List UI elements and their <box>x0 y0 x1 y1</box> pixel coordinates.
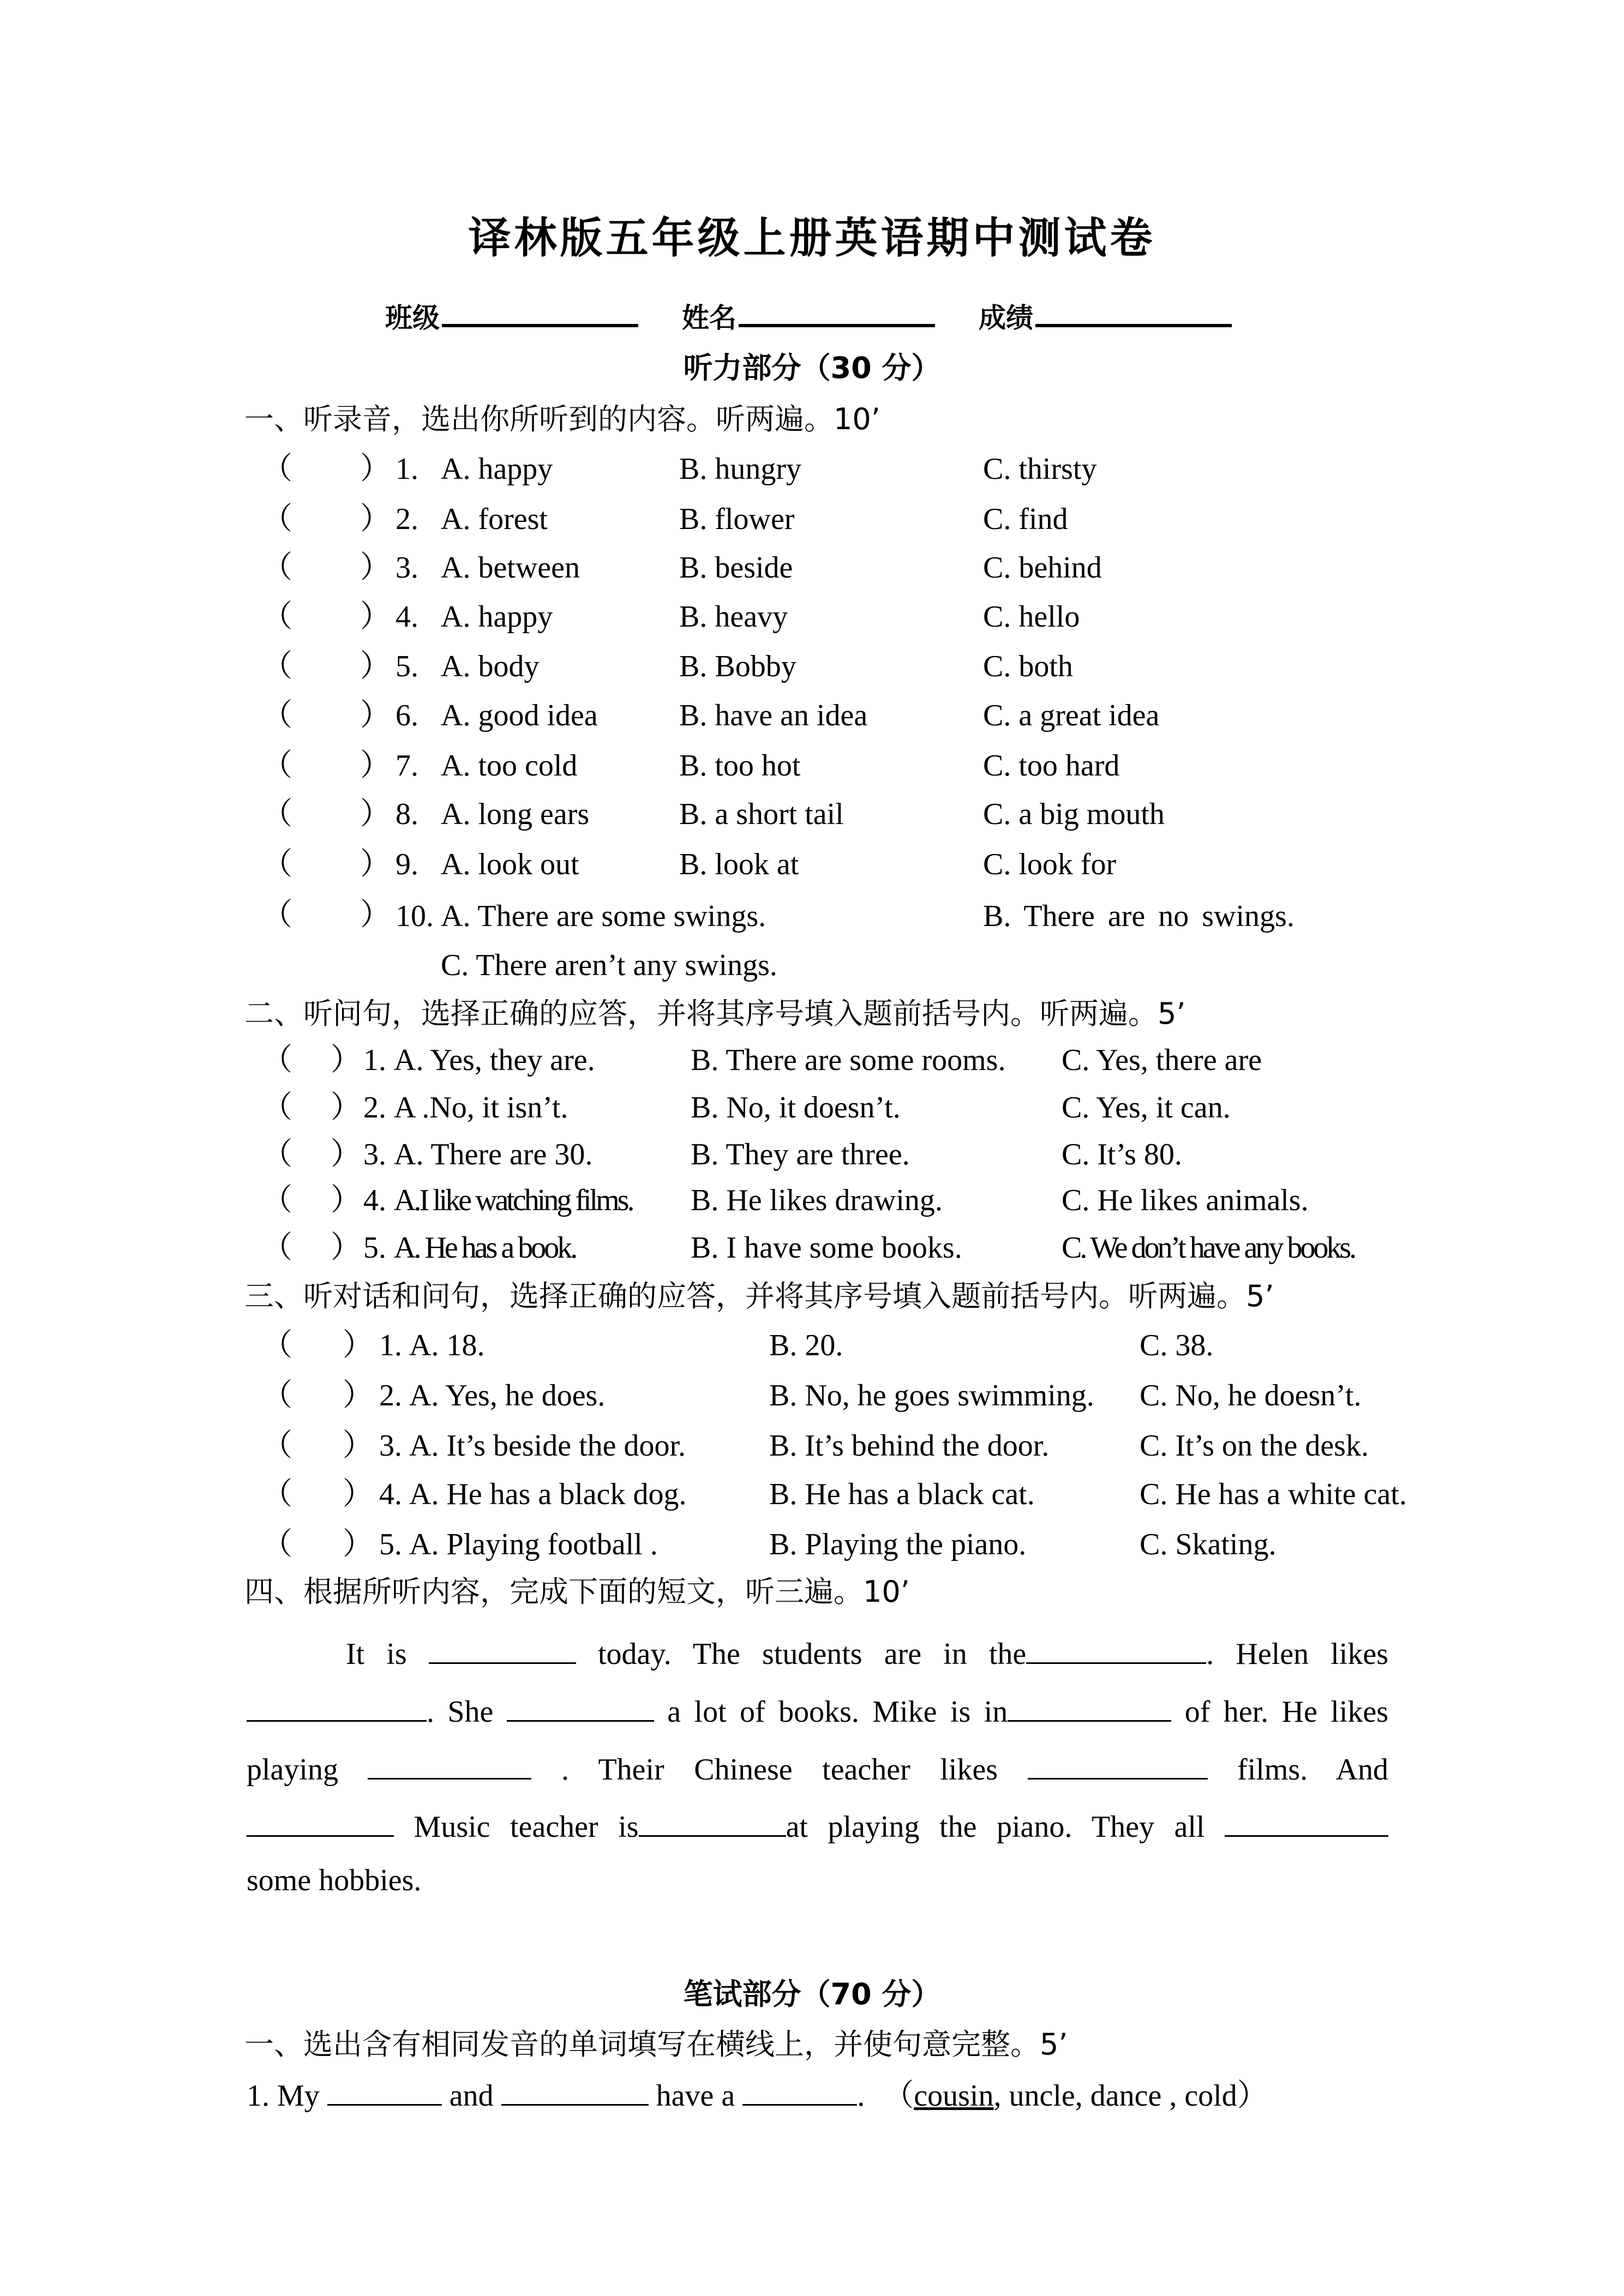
answer-paren-close: ） <box>360 797 391 831</box>
page-title: 译林版五年级上册英语期中测试卷 <box>468 214 1156 263</box>
option-c: C. behind <box>983 551 1102 585</box>
passage-line-1 <box>247 1635 1388 1669</box>
question-number: 4. <box>395 600 418 634</box>
fill-blank[interactable] <box>247 1808 394 1837</box>
option-c: C. too hard <box>983 749 1120 783</box>
option-a: A. He has a book. <box>394 1231 576 1265</box>
option-b: B. There are no swings. <box>983 899 1295 933</box>
answer-paren-open[interactable]: （ <box>262 650 292 683</box>
answer-paren-open[interactable]: （ <box>262 898 292 932</box>
name-blank[interactable] <box>739 300 935 327</box>
option-c: C. hello <box>983 600 1080 634</box>
question-number: 2. <box>379 1379 402 1413</box>
passage-line-3 <box>247 1751 1388 1785</box>
option-a: A. happy <box>441 600 553 634</box>
option-c: C. Yes, it can. <box>1062 1091 1231 1125</box>
answer-paren-close: ） <box>360 898 391 932</box>
question-text: and <box>449 2079 494 2113</box>
fill-blank[interactable] <box>639 1808 786 1837</box>
fill-blank[interactable] <box>1026 1635 1206 1664</box>
option-b: B. too hot <box>679 749 801 783</box>
word-option: uncle <box>1009 2079 1075 2113</box>
passage-line-4 <box>247 1808 1388 1842</box>
written-section1-header: 一、选出含有相同发音的单词填写在横线上，并使句意完整。5’ <box>244 2027 1068 2061</box>
option-b: B. He has a black cat. <box>769 1477 1035 1511</box>
word-option: cold <box>1184 2079 1237 2113</box>
answer-paren-open[interactable]: （ <box>262 600 292 634</box>
passage-text: . Helen likes <box>1206 1637 1389 1671</box>
answer-paren-open[interactable]: （ <box>262 1183 292 1217</box>
answer-paren-open[interactable]: （ <box>262 1043 292 1077</box>
answer-paren-open[interactable]: （ <box>262 551 292 585</box>
answer-paren-close: ） <box>360 502 391 536</box>
option-b: B. No, he goes swimming. <box>769 1379 1094 1413</box>
answer-paren-open[interactable]: （ <box>262 1329 292 1362</box>
passage-text: a lot of books. Mike is in <box>667 1695 1008 1729</box>
option-c: C. a big mouth <box>983 797 1165 831</box>
answer-paren-open[interactable]: （ <box>262 1528 292 1561</box>
passage-text: films. And <box>1237 1753 1389 1787</box>
option-b: B. I have some books. <box>691 1231 962 1265</box>
option-b: B. heavy <box>679 600 788 634</box>
option-a: A. Yes, they are. <box>394 1043 595 1077</box>
option-a: A. forest <box>441 502 548 536</box>
fill-blank[interactable] <box>368 1751 531 1780</box>
option-b: B. They are three. <box>691 1138 910 1171</box>
passage-text: It is <box>346 1637 407 1671</box>
answer-paren-close: ） <box>360 551 391 585</box>
option-c: C. We don’t have any books. <box>1062 1231 1355 1265</box>
option-a: A. 18. <box>409 1329 485 1362</box>
name-field[interactable] <box>682 300 935 332</box>
class-field[interactable] <box>385 300 638 332</box>
option-c: C. It’s 80. <box>1062 1138 1182 1171</box>
question-number: 9. <box>395 848 418 881</box>
question-text: have a <box>656 2079 735 2113</box>
question-number: 4. <box>363 1183 386 1217</box>
answer-paren-close: ） <box>343 1329 373 1362</box>
answer-paren-open[interactable]: （ <box>262 1429 292 1463</box>
question-text: . <box>857 2079 865 2113</box>
question-number: 4. <box>379 1477 402 1511</box>
answer-paren-close: ） <box>331 1183 361 1217</box>
answer-paren-close: ） <box>343 1429 373 1463</box>
question-number: 7. <box>395 749 418 783</box>
answer-paren-open[interactable]: （ <box>262 1138 292 1171</box>
word-option: dance <box>1090 2079 1162 2113</box>
question-number: 5. <box>395 650 418 683</box>
listening-section4-header: 四、根据所听内容，完成下面的短文，听三遍。10’ <box>244 1574 910 1609</box>
option-b: B. 20. <box>769 1329 843 1362</box>
question-number: 10. <box>395 899 434 933</box>
passage-line-5: some hobbies. <box>247 1864 422 1897</box>
listening-section3-header: 三、听对话和问句，选择正确的应答，并将其序号填入题前括号内。听两遍。5’ <box>244 1279 1274 1313</box>
option-b: B. There are some rooms. <box>691 1043 1006 1077</box>
option-b: B. beside <box>679 551 793 585</box>
option-a: A .No, it isn’t. <box>394 1091 568 1125</box>
answer-paren-close: ） <box>331 1231 361 1265</box>
option-a: A. long ears <box>441 797 590 831</box>
option-b: B. have an idea <box>679 699 868 732</box>
option-b: B. It’s behind the door. <box>769 1429 1050 1463</box>
answer-paren-open[interactable]: （ <box>262 797 292 831</box>
option-a: A. It’s beside the door. <box>409 1429 686 1463</box>
passage-line-2 <box>247 1693 1388 1727</box>
word-options-close: ） <box>1237 2079 1268 2113</box>
option-a: A. He has a black dog. <box>409 1477 687 1511</box>
option-b: B. flower <box>679 502 795 536</box>
option-c: C. thirsty <box>983 452 1097 486</box>
fill-blank[interactable] <box>501 2077 649 2106</box>
question-number: 3. <box>363 1138 386 1171</box>
answer-paren-close: ） <box>331 1091 361 1125</box>
passage-text: of her. He likes <box>1184 1695 1389 1729</box>
answer-paren-open[interactable]: （ <box>262 1231 292 1265</box>
option-a: A. Yes, he does. <box>409 1379 606 1413</box>
question-number: 2. <box>363 1091 386 1125</box>
written-question-1: 1. My and have a . （cousin, uncle, dance , cold） <box>247 2077 1268 2111</box>
option-c: C. He likes animals. <box>1062 1183 1309 1217</box>
fill-blank[interactable] <box>1008 1693 1171 1722</box>
answer-paren-close: ） <box>343 1477 373 1511</box>
passage-text: at playing the piano. They all <box>786 1810 1205 1844</box>
option-c: C. No, he doesn’t. <box>1140 1379 1362 1413</box>
option-a: A. look out <box>441 848 579 881</box>
answer-paren-close: ） <box>331 1138 361 1171</box>
question-number: 1. <box>363 1043 386 1077</box>
answer-paren-open[interactable]: （ <box>262 699 292 732</box>
question-number: 3. <box>395 551 418 585</box>
option-c: C. a great idea <box>983 699 1160 732</box>
option-a: A. too cold <box>441 749 578 783</box>
class-label: 班级 <box>385 302 440 334</box>
question-text: 1. My <box>247 2079 320 2113</box>
answer-paren-open[interactable]: （ <box>262 749 292 783</box>
passage-text: playing <box>247 1753 338 1787</box>
option-c: C. look for <box>983 848 1117 881</box>
fill-blank[interactable] <box>429 1635 576 1664</box>
passage-text: . Their Chinese teacher likes <box>561 1753 998 1787</box>
answer-paren-open[interactable]: （ <box>262 848 292 881</box>
option-a: A. happy <box>441 452 553 486</box>
passage-text: Music teacher is <box>414 1810 639 1844</box>
answer-paren-close: ） <box>360 650 391 683</box>
option-b: B. hungry <box>679 452 801 486</box>
answer-paren-close: ） <box>360 600 391 634</box>
option-c: C. It’s on the desk. <box>1140 1429 1369 1463</box>
listening-section1-header: 一、听录音，选出你所听到的内容。听两遍。10’ <box>244 402 880 436</box>
option-b: B. a short tail <box>679 797 844 831</box>
option-b: B. look at <box>679 848 799 881</box>
fill-blank[interactable] <box>507 1693 654 1722</box>
word-option: cousin <box>914 2079 994 2113</box>
answer-paren-close: ） <box>360 699 391 732</box>
option-b: B. He likes drawing. <box>691 1183 943 1217</box>
option-b: B. Playing the piano. <box>769 1528 1027 1561</box>
question-number: 8. <box>395 797 418 831</box>
option-c: C. There aren’t any swings. <box>441 948 777 982</box>
answer-paren-open[interactable]: （ <box>262 1477 292 1511</box>
option-c: C. 38. <box>1140 1329 1214 1362</box>
answer-paren-open[interactable]: （ <box>262 452 292 486</box>
fill-blank[interactable] <box>1225 1808 1388 1837</box>
question-number: 5. <box>363 1231 386 1265</box>
answer-paren-open[interactable]: （ <box>262 1379 292 1413</box>
answer-paren-close: ） <box>343 1379 373 1413</box>
answer-paren-close: ） <box>360 848 391 881</box>
word-options-open: （ <box>883 2079 914 2113</box>
option-c: C. Skating. <box>1140 1528 1277 1561</box>
class-blank[interactable] <box>442 300 638 327</box>
option-a: A. There are 30. <box>394 1138 593 1171</box>
name-label: 姓名 <box>682 302 736 334</box>
fill-blank[interactable] <box>1028 1751 1208 1780</box>
question-number: 3. <box>379 1429 402 1463</box>
option-b: B. No, it doesn’t. <box>691 1091 901 1125</box>
answer-paren-close: ） <box>343 1528 373 1561</box>
fill-blank[interactable] <box>327 2077 442 2106</box>
fill-blank[interactable] <box>247 1693 427 1722</box>
score-label: 成绩 <box>979 302 1033 334</box>
answer-paren-open[interactable]: （ <box>262 1091 292 1125</box>
question-number: 6. <box>395 699 418 732</box>
listening-part-title: 听力部分（30 分） <box>683 351 941 385</box>
question-number: 1. <box>379 1329 402 1362</box>
option-a: A. body <box>441 650 540 683</box>
score-blank[interactable] <box>1035 300 1232 327</box>
option-c: C. both <box>983 650 1073 683</box>
question-number: 5. <box>379 1528 402 1561</box>
fill-blank[interactable] <box>742 2077 857 2106</box>
option-b: B. Bobby <box>679 650 796 683</box>
option-a: A. between <box>441 551 580 585</box>
answer-paren-close: ） <box>360 452 391 486</box>
written-part-title: 笔试部分（70 分） <box>683 1977 941 2011</box>
option-c: C. He has a white cat. <box>1140 1477 1407 1511</box>
option-c: C. find <box>983 502 1068 536</box>
option-a: A.I like watching films. <box>394 1183 633 1217</box>
option-c: C. Yes, there are <box>1062 1043 1262 1077</box>
passage-text: today. The students are in the <box>597 1637 1027 1671</box>
option-a: A. There are some swings. <box>441 899 766 933</box>
question-number: 1. <box>395 452 418 486</box>
question-number: 2. <box>395 502 418 536</box>
listening-section2-header: 二、听问句，选择正确的应答，并将其序号填入题前括号内。听两遍。5’ <box>244 996 1186 1031</box>
answer-paren-open[interactable]: （ <box>262 502 292 536</box>
answer-paren-close: ） <box>360 749 391 783</box>
option-a: A. good idea <box>441 699 598 732</box>
passage-text: . She <box>427 1695 494 1729</box>
option-a: A. Playing football . <box>409 1528 658 1561</box>
score-field[interactable] <box>979 300 1232 332</box>
answer-paren-close: ） <box>331 1043 361 1077</box>
